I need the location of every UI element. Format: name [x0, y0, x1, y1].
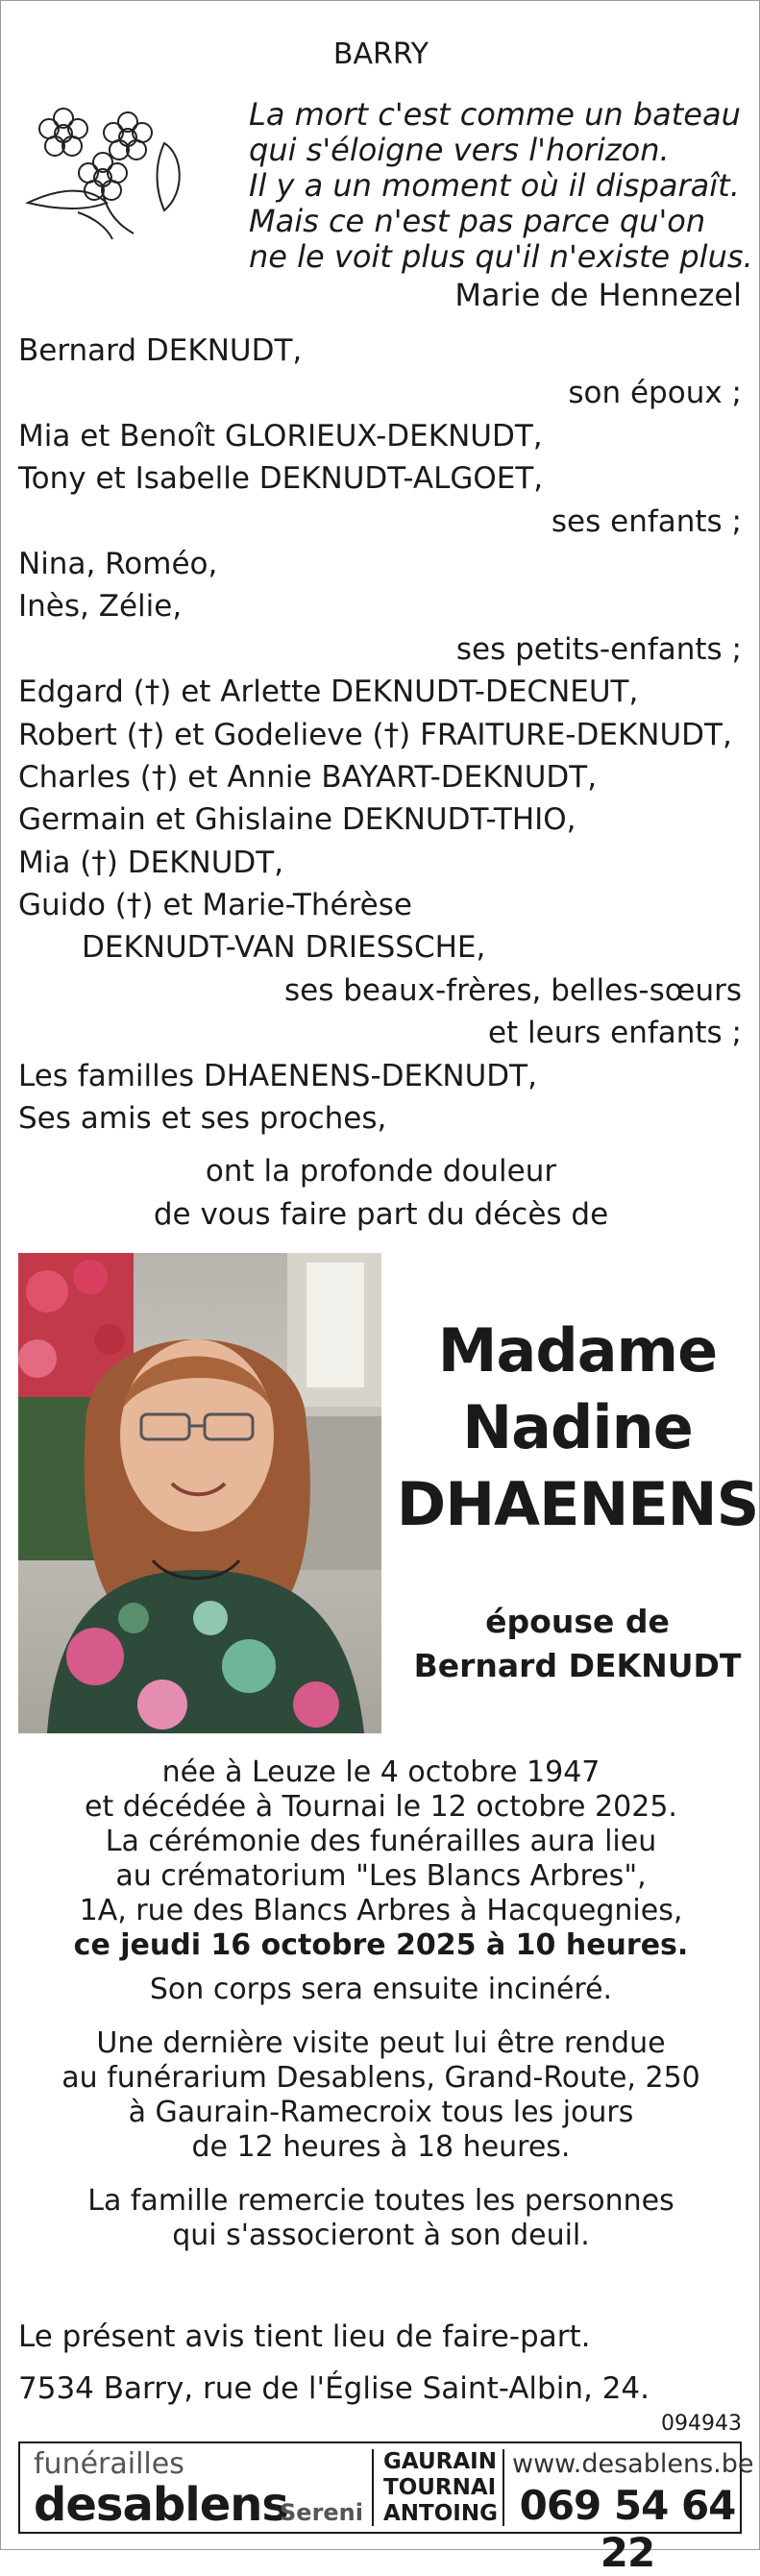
- poem-line: Il y a un moment où il disparaît.: [249, 167, 740, 204]
- ceremony-line: La cérémonie des funérailles aura lieu: [105, 1825, 657, 1858]
- family-line: Bernard DEKNUDT,: [18, 333, 303, 368]
- website-link[interactable]: www.desablens.be: [512, 2449, 754, 2479]
- poem-line: qui s'éloigne vers l'horizon.: [249, 132, 670, 168]
- thanks-line: qui s'associeront à son deuil.: [172, 2219, 590, 2252]
- reference-number: 094943: [661, 2412, 742, 2436]
- family-line: Inès, Zélie,: [18, 589, 183, 625]
- notice-line: Le présent avis tient lieu de faire-part.: [18, 2319, 591, 2354]
- brand-tagline: funérailles: [34, 2447, 184, 2481]
- spouse-name: Bernard DEKNUDT: [413, 1647, 742, 1684]
- visit-line: Une dernière visite peut lui être rendue: [96, 2026, 666, 2060]
- announcement-intro: [1, 1150, 760, 1237]
- town: GAURAIN: [383, 2449, 497, 2474]
- portrait-photo: [18, 1253, 381, 1733]
- place-name: BARRY: [332, 37, 429, 71]
- poem-line: ne le voit plus qu'il n'existe plus.: [249, 238, 753, 275]
- family-line: ses beaux-frères, belles-sœurs: [284, 972, 742, 1008]
- family-line: ses enfants ;: [551, 503, 742, 539]
- visit-line: de 12 heures à 18 heures.: [191, 2130, 571, 2164]
- deceased-title: Madame: [437, 1315, 718, 1386]
- family-line: Charles (†) et Annie BAYART-DEKNUDT,: [18, 759, 598, 795]
- family-line: Robert (†) et Godelieve (†) FRAITURE-DEKNUDT,: [18, 717, 732, 752]
- birth-line: née à Leuze le 4 octobre 1947: [161, 1755, 601, 1789]
- funeral-home-banner: [18, 2441, 754, 2576]
- deceased-last-name: DHAENENS: [396, 1469, 759, 1539]
- poem: [249, 97, 753, 275]
- family-line: et leurs enfants ;: [487, 1016, 742, 1051]
- family-line: ses petits-enfants ;: [455, 631, 742, 667]
- town: TOURNAI: [383, 2475, 497, 2500]
- family-line: Tony et Isabelle DEKNUDT-ALGOET,: [18, 461, 544, 497]
- cremation-line: Son corps sera ensuite incinéré.: [149, 1973, 613, 2006]
- portrait-image: [18, 1253, 381, 1733]
- family-line: Edgard (†) et Arlette DEKNUDT-DECNEUT,: [18, 675, 639, 710]
- towns-list: [383, 2449, 498, 2527]
- family-line: Germain et Ghislaine DEKNUDT-THIO,: [18, 802, 576, 838]
- poem-line: La mort c'est comme un bateau: [249, 96, 741, 133]
- spouse-label: épouse de: [485, 1603, 670, 1640]
- poem-author: Marie de Hennezel: [454, 277, 742, 313]
- spouse-info: [395, 1600, 760, 1688]
- closing-info: [18, 2311, 650, 2415]
- family-line: DEKNUDT-VAN DRIESSCHE,: [82, 930, 486, 966]
- family-line: Ses amis et ses proches,: [18, 1101, 387, 1137]
- family-line: Mia et Benoît GLORIEUX-DEKNUDT,: [18, 418, 543, 454]
- phone-number: 069 54 64 22: [519, 2482, 736, 2576]
- poem-line: Mais ce n'est pas parce qu'on: [249, 203, 706, 239]
- family-line: Les familles DHAENENS-DEKNUDT,: [18, 1058, 537, 1093]
- visit-line: au funérarium Desablens, Grand-Route, 250: [61, 2061, 700, 2095]
- family-line: Mia (†) DEKNUDT,: [18, 845, 284, 880]
- address-line: 7534 Barry, rue de l'Église Saint-Albin, 24.: [18, 2371, 650, 2406]
- brand-name: desablens: [34, 2478, 288, 2532]
- thanks-line: La famille remercie toutes les personnes: [87, 2184, 674, 2218]
- funeral-details: [1, 1755, 760, 2253]
- divider: [503, 2449, 504, 2526]
- intro-line: de vous faire part du décès de: [153, 1197, 609, 1232]
- town: ANTOING: [383, 2501, 498, 2526]
- ceremony-line: au crématorium "Les Blancs Arbres",: [115, 1859, 647, 1893]
- intro-line: ont la profonde douleur: [205, 1154, 557, 1189]
- ceremony-line: 1A, rue des Blancs Arbres à Hacquegnies,: [79, 1894, 683, 1927]
- flower-illustration: [20, 97, 203, 241]
- family-line: Nina, Roméo,: [18, 546, 218, 581]
- family-list: [18, 330, 742, 1140]
- family-line: son époux ;: [568, 376, 742, 411]
- divider: [372, 2449, 374, 2526]
- ceremony-date: ce jeudi 16 octobre 2025 à 10 heures.: [73, 1928, 689, 1962]
- deceased-first-name: Nadine: [462, 1392, 693, 1462]
- brand-sub: Sereni: [280, 2499, 363, 2526]
- deceased-name: [395, 1313, 760, 1543]
- visit-line: à Gaurain-Ramecroix tous les jours: [128, 2096, 634, 2129]
- family-line: Guido (†) et Marie-Thérèse: [18, 888, 412, 923]
- death-line: et décédée à Tournai le 12 octobre 2025.: [85, 1790, 677, 1824]
